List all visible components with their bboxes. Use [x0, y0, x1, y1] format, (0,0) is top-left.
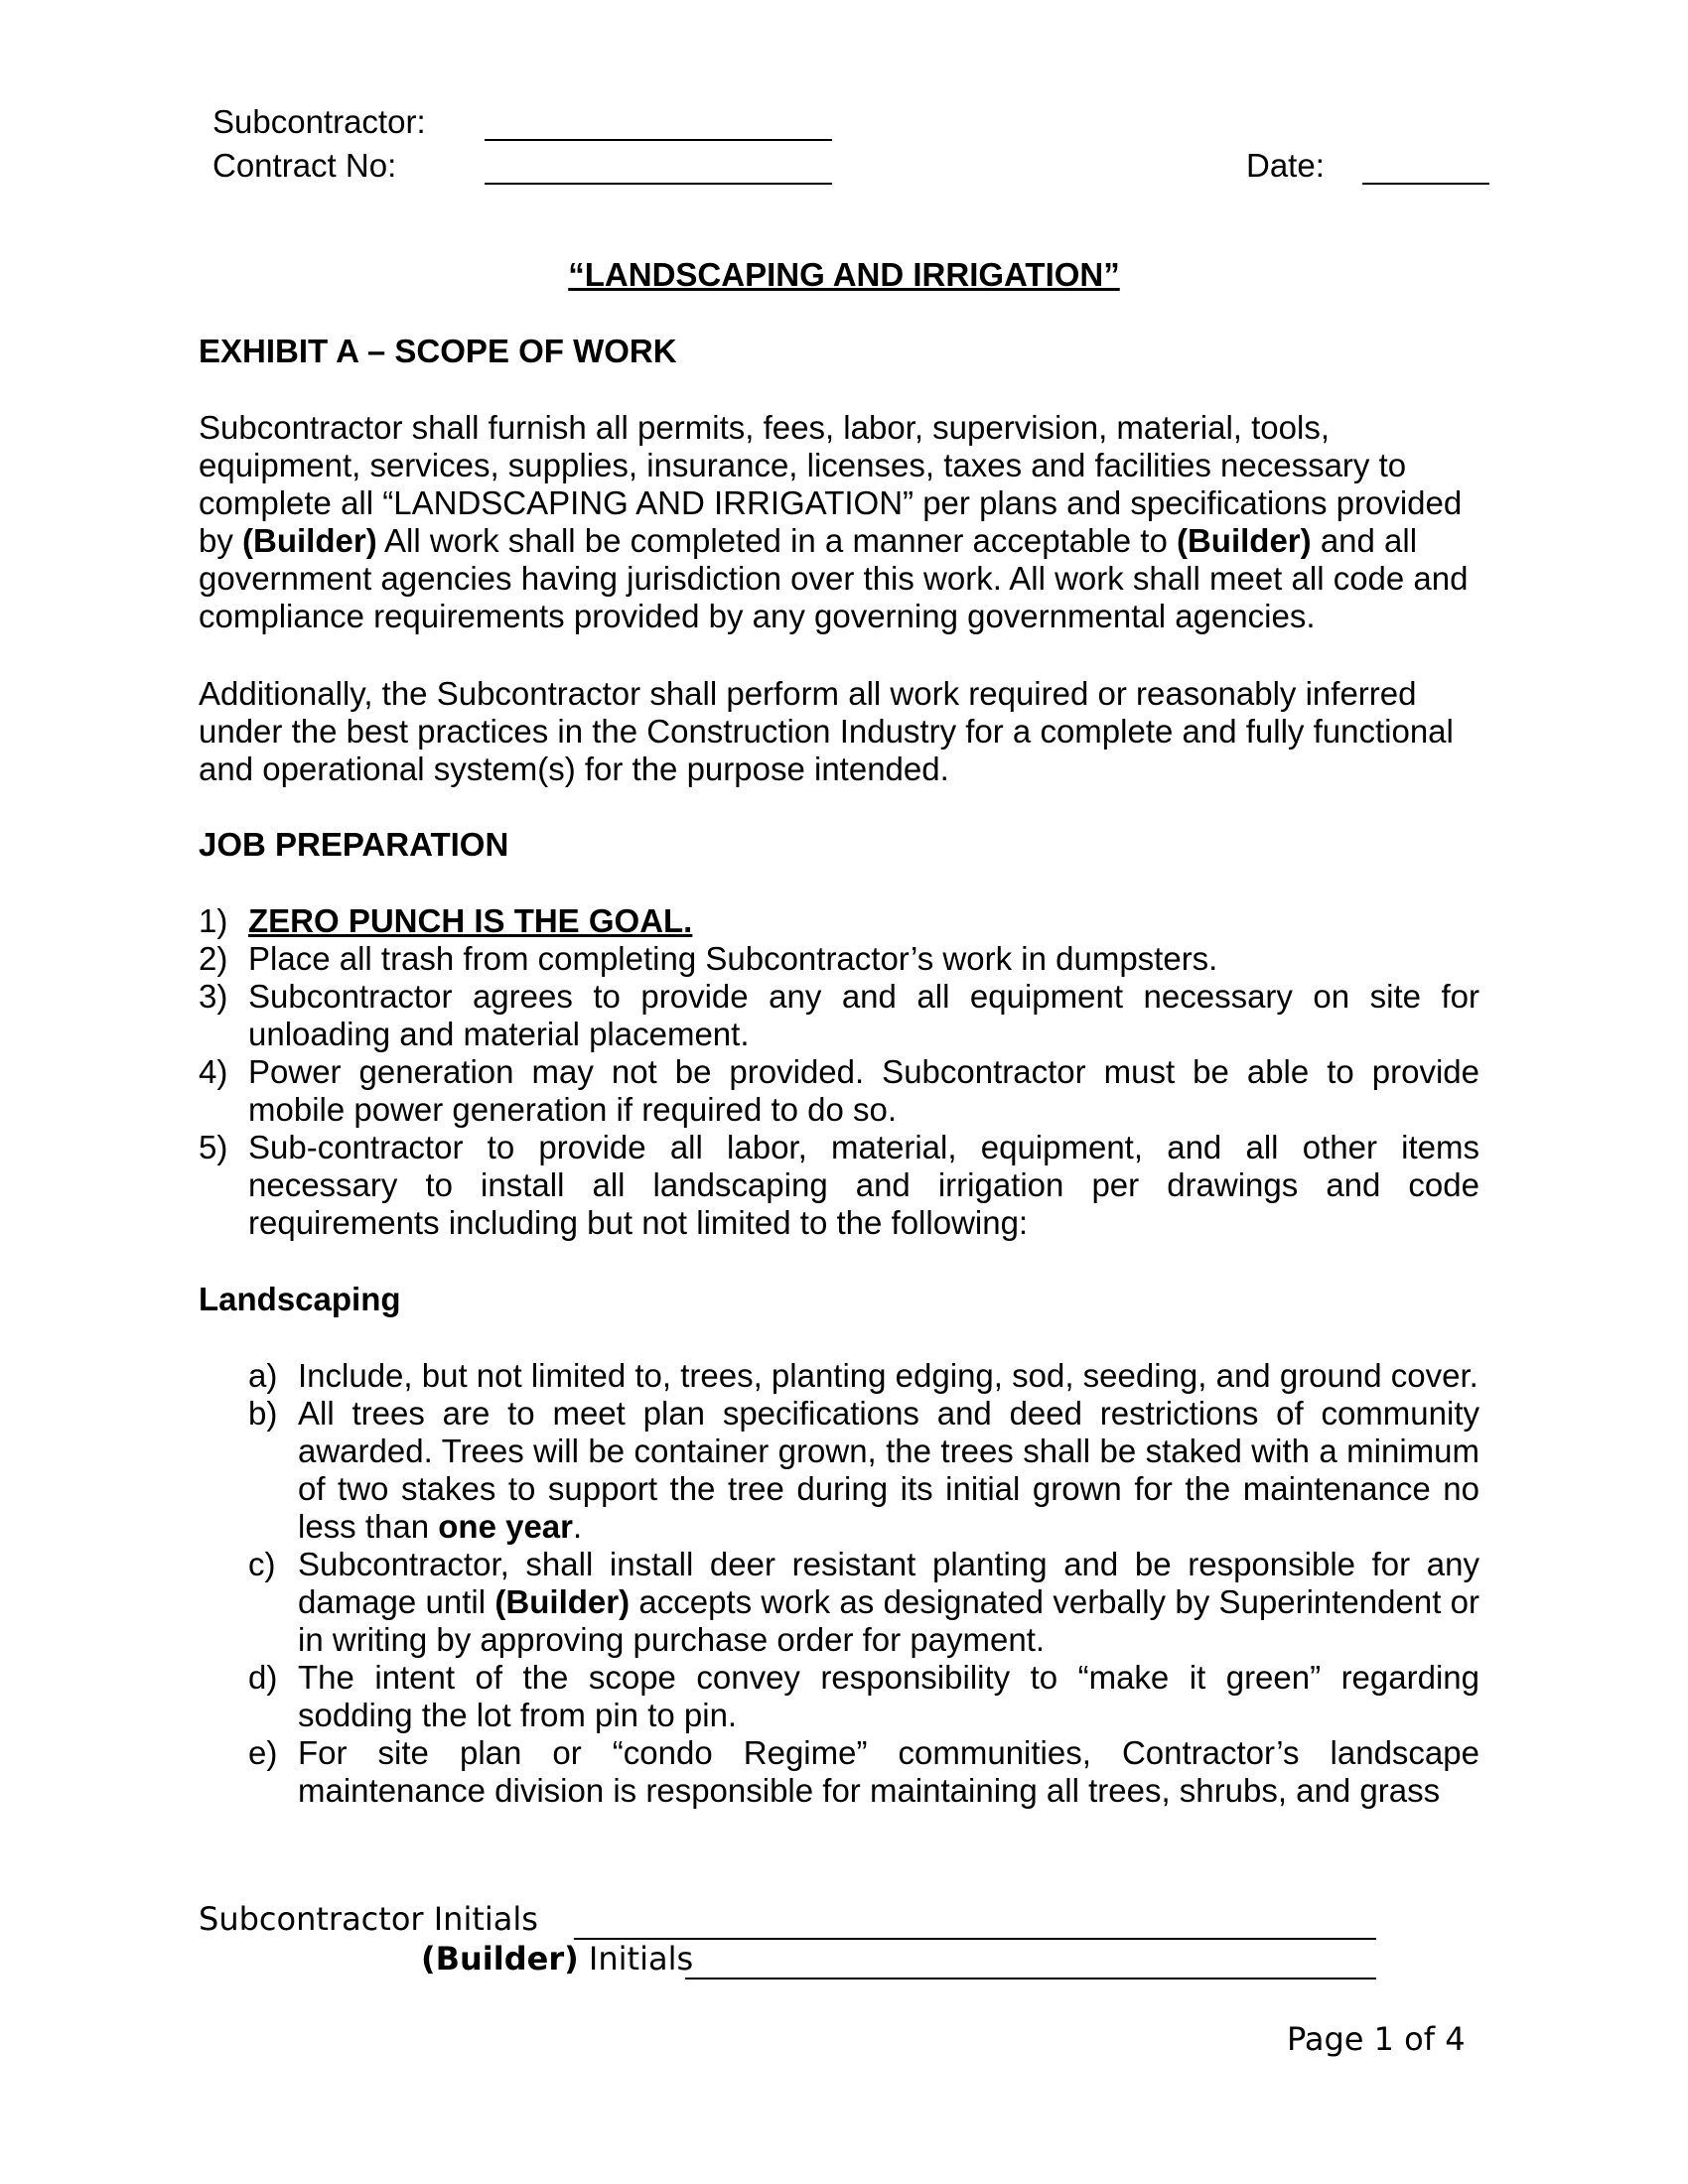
subcontractor-blank[interactable]	[485, 109, 832, 141]
list-marker: 4)	[199, 1053, 228, 1090]
subcontractor-label: Subcontractor:	[212, 103, 426, 140]
subcontractor-initials-blank[interactable]	[574, 1908, 1376, 1940]
additional-paragraph: Additionally, the Subcontractor shall perform all work required or reasonably inferred under the best practices in the Construction Industry for a complete and fully functional and operational system(s) for the purpose intended.	[199, 675, 1454, 787]
list-text: The intent of the scope convey responsibility to “make it green” regarding sodding the lot from pin to pin.	[298, 1659, 1479, 1733]
list-marker: 5)	[199, 1129, 228, 1165]
landscaping-heading: Landscaping	[199, 1281, 401, 1317]
date-label: Date:	[1246, 147, 1325, 184]
list-marker: c)	[248, 1546, 276, 1582]
list-item	[199, 940, 1479, 978]
list-item	[199, 978, 1479, 1053]
list-marker: 1)	[199, 902, 228, 939]
list-text: For site plan or “condo Regime” communities, Contractor’s landscape maintenance division is responsible for maintaining all trees, shrubs, and grass	[298, 1734, 1479, 1809]
list-marker: a)	[248, 1357, 278, 1394]
list-item	[248, 1659, 1479, 1734]
date-field	[1246, 147, 1325, 185]
list-marker: e)	[248, 1734, 278, 1771]
builder-ref: (Builder)	[494, 1583, 631, 1620]
list-text: Place all trash from completing Subcontractor’s work in dumpsters.	[248, 940, 1218, 977]
intro-text-b: All work shall be completed in a manner acceptable to	[376, 522, 1168, 559]
list-text: Sub-contractor to provide all labor, material, equipment, and all other items necessary to install all landscaping and irrigation per drawings and code requirements including but not limited to the following:	[248, 1129, 1479, 1241]
one-year-emphasis: one year	[438, 1508, 574, 1545]
list-text: Subcontractor, shall install deer resistant planting and be responsible for any damage until	[298, 1546, 1479, 1620]
subcontractor-field	[212, 103, 426, 141]
builder-initials-label	[421, 1940, 693, 1978]
builder-initials-blank[interactable]	[685, 1948, 1376, 1979]
contract-label: Contract No:	[212, 147, 397, 184]
subcontractor-initials-label: Subcontractor Initials	[199, 1900, 538, 1938]
list-text: Include, but not limited to, trees, planting edging, sod, seeding, and ground cover.	[298, 1357, 1478, 1394]
list-item	[248, 1357, 1479, 1395]
document-title: “LANDSCAPING AND IRRIGATION”	[568, 256, 1120, 293]
list-marker: d)	[248, 1659, 278, 1696]
list-text: Subcontractor agrees to provide any and all equipment necessary on site for unloading and material placement.	[248, 978, 1479, 1052]
date-blank[interactable]	[1362, 153, 1489, 185]
list-item	[248, 1734, 1479, 1810]
list-marker: 3)	[199, 978, 228, 1015]
builder-ref: (Builder)	[1176, 522, 1312, 559]
list-text: All trees are to meet plan specifications and deed restrictions of community awarded. Trees will be container grown, the trees shall be staked with a minimum of two stakes to support the tree during its initial grown for the maintenance no less than	[298, 1395, 1479, 1545]
list-item	[199, 1053, 1479, 1129]
list-marker: 2)	[199, 940, 228, 977]
initials-word: Initials	[578, 1940, 694, 1978]
builder-ref: (Builder)	[242, 522, 377, 559]
intro-paragraph	[199, 409, 1479, 635]
zero-punch-goal: ZERO PUNCH IS THE GOAL.	[248, 902, 693, 939]
contract-field	[212, 147, 396, 185]
list-text-end: .	[573, 1508, 583, 1545]
exhibit-heading: EXHIBIT A – SCOPE OF WORK	[199, 333, 677, 369]
list-item	[199, 1129, 1479, 1242]
intro-text-a: Subcontractor shall furnish all permits, fees, labor, supervision, material, tools, equipment, services, supplies, insurance, licenses, taxes and facilities necessary to complete all “LANDSCAPING AND IRRIGATION” per plans and specifications provided by	[199, 409, 1463, 559]
landscaping-list	[248, 1357, 1479, 1810]
list-item	[248, 1546, 1479, 1659]
job-prep-list	[199, 902, 1479, 1242]
list-text: Power generation may not be provided. Subcontractor must be able to provide mobile power generation if required to do so.	[248, 1053, 1479, 1128]
list-marker: b)	[248, 1395, 278, 1432]
intro-text-c: and all government agencies having jurisdiction over this work. All work shall meet all code and compliance requirements provided by any governing governmental agencies.	[199, 522, 1469, 634]
page-number: Page 1 of 4	[1287, 2020, 1466, 2058]
contract-blank[interactable]	[485, 153, 832, 185]
list-item	[248, 1395, 1479, 1546]
builder-ref: (Builder)	[421, 1940, 579, 1978]
list-text-end: accepts work as designated verbally by Superintendent or in writing by approving purchase order for payment.	[298, 1583, 1480, 1658]
job-prep-heading: JOB PREPARATION	[199, 826, 509, 863]
list-item	[199, 902, 1479, 940]
